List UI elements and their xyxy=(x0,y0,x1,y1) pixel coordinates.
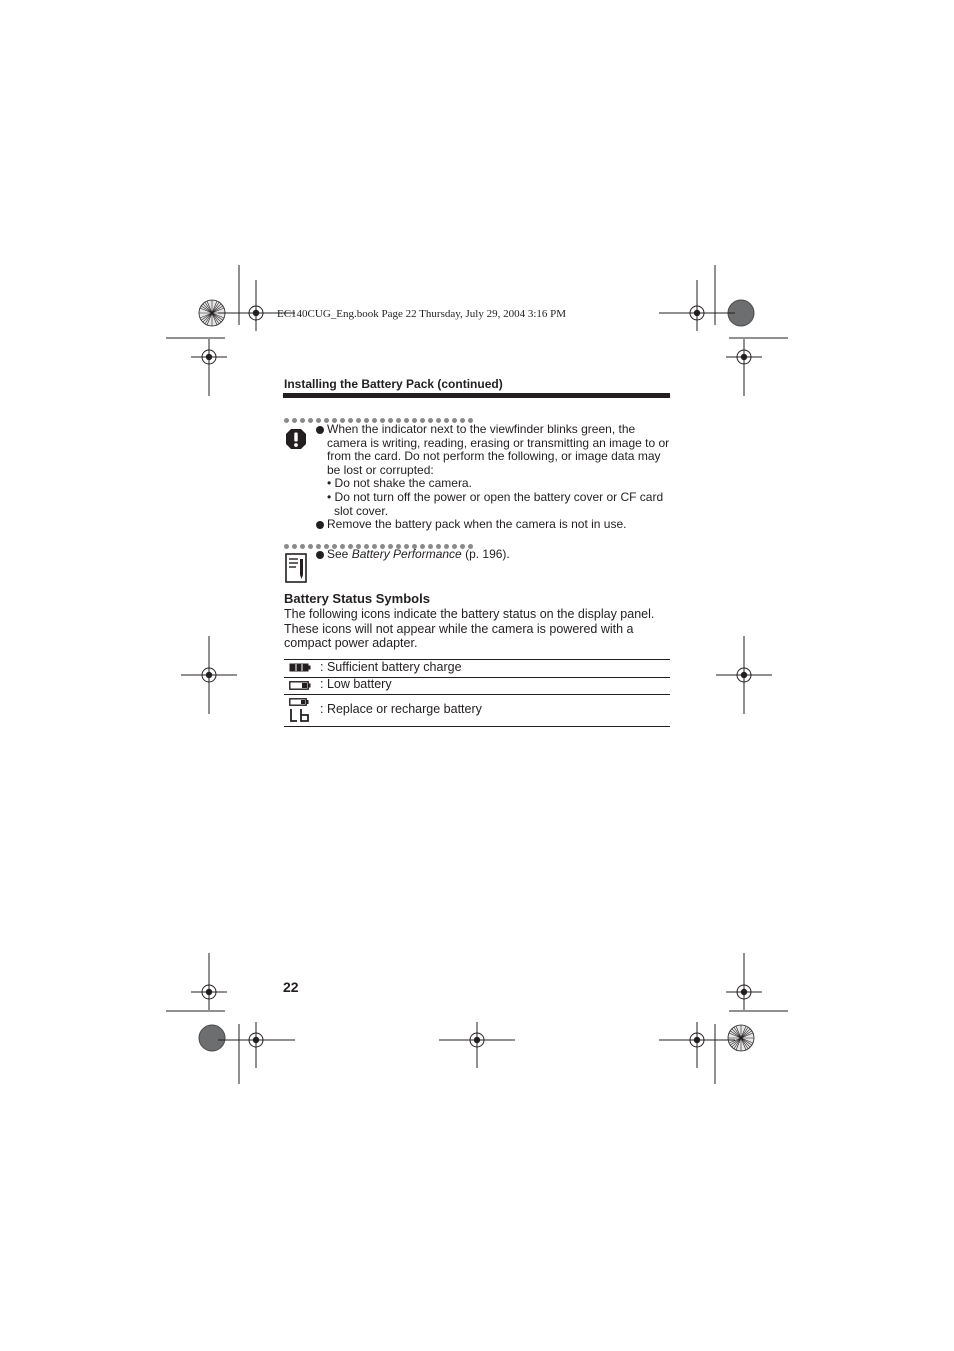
bullet-dot xyxy=(316,521,324,529)
caution-sub-item: • Do not turn off the power or open the battery cover or CF card xyxy=(327,489,664,504)
memo-text xyxy=(327,548,672,562)
print-job-info: EC140CUG_Eng.book Page 22 Thursday, July 29, 2004 3:16 PM xyxy=(277,308,567,320)
caution-item-2: Remove the battery pack when the camera is not in use. xyxy=(327,517,627,531)
table-rule xyxy=(284,726,670,727)
caution-item-1 xyxy=(327,423,672,518)
header-rule xyxy=(283,393,670,398)
memo-prefix: See xyxy=(327,547,352,561)
table-rule xyxy=(284,694,670,695)
memo-icon xyxy=(285,553,307,583)
section-header: Installing the Battery Pack (continued) xyxy=(284,377,503,391)
battery-status-row-text: : Sufficient battery charge xyxy=(320,660,462,674)
battery-full-icon xyxy=(289,663,311,672)
caution-sub-item: • Do not shake the camera. xyxy=(327,476,472,491)
battery-status-row-text: : Replace or recharge battery xyxy=(320,702,482,716)
memo-suffix: (p. 196). xyxy=(461,547,510,561)
bullet-dot xyxy=(316,551,324,559)
bullet-dot xyxy=(316,426,324,434)
memo-reference-link: Battery Performance xyxy=(351,547,462,561)
caution-line: camera is writing, reading, erasing or transmitting an image to or xyxy=(327,435,670,450)
caution-sub-item-cont: slot cover. xyxy=(334,503,389,518)
battery-low-icon xyxy=(289,681,311,690)
caution-line: When the indicator next to the viewfinder blinks green, the xyxy=(327,422,636,436)
caution-line: from the card. Do not perform the following, or image data may xyxy=(327,449,661,464)
battery-status-row-text: : Low battery xyxy=(320,677,392,691)
battery-empty-lb-icon xyxy=(289,698,311,723)
caution-icon xyxy=(285,428,307,450)
battery-status-heading: Battery Status Symbols xyxy=(284,591,430,606)
caution-line: be lost or corrupted: xyxy=(327,462,434,477)
battery-status-intro: The following icons indicate the battery status on the display panel. These icons will not appear while the camera is powered with a compact power adapter. xyxy=(284,607,655,650)
page-number: 22 xyxy=(283,979,299,995)
